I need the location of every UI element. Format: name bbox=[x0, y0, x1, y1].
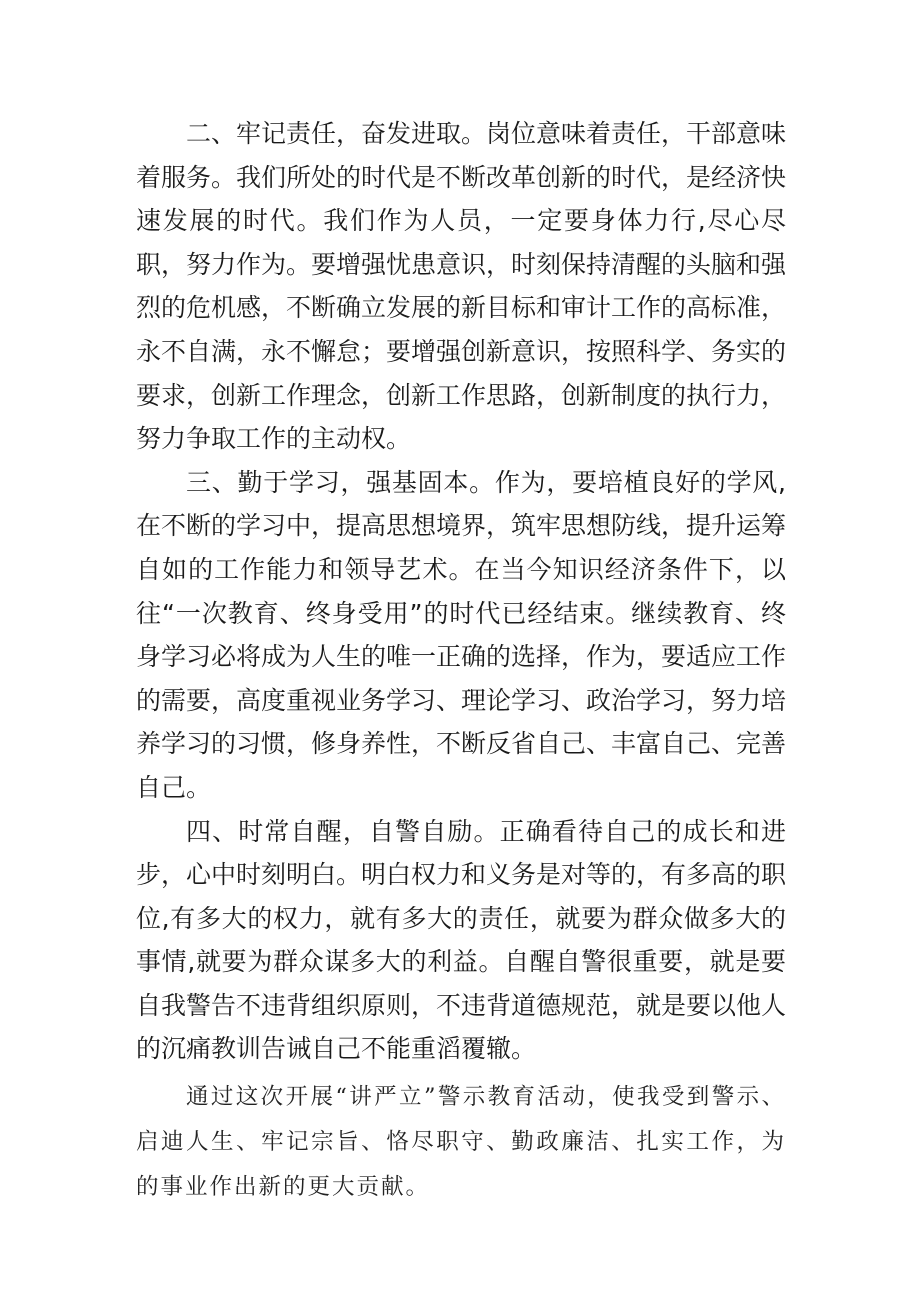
paragraph-study: 三、勤于学习，强基固本。作为，要培植良好的学风,在不断的学习中，提高思想境界，筑牢思想防线，提升运筹自如的工作能力和领导艺术。在当今知识经济条件下，以往“一次教育、终身受用”的时代已经结束。继续教育、终身学习必将成为人生的唯一正确的选择，作为，要适应工作的需要，高度重视业务学习、理论学习、政治学习，努力培养学习的习惯，修身养性，不断反省自己、丰富自己、完善自己。 bbox=[136, 467, 787, 802]
paragraph-responsibility: 二、牢记责任，奋发进取。岗位意味着责任，干部意味着服务。我们所处的时代是不断改革创新的时代，是经济快速发展的时代。我们作为人员，一定要身体力行,尽心尽职，努力作为。要增强忧患意识，时刻保持清醒的头脑和强烈的危机感，不断确立发展的新目标和审计工作的高标准，永不自满，永不懈怠；要增强创新意识，按照科学、务实的要求，创新工作理念，创新工作思路，创新制度的执行力，努力争取工作的主动权。 bbox=[136, 119, 787, 454]
paragraph-self-reflection: 四、时常自醒，自警自励。正确看待自己的成长和进步，心中时刻明白。明白权力和义务是对等的，有多高的职位,有多大的权力，就有多大的责任，就要为群众做多大的事情,就要为群众谋多大的利益。自醒自警很重要，就是要自我警告不违背组织原则，不违背道德规范，就是要以他人的沉痛教训告诫自己不能重滔覆辙。 bbox=[136, 816, 787, 1064]
document-page bbox=[136, 112, 786, 1210]
paragraph-conclusion: 通过这次开展“讲严立”警示教育活动，使我受到警示、启迪人生、牢记宗旨、恪尽职守、勤政廉洁、扎实工作，为的事业作出新的更大贡献。 bbox=[136, 1084, 786, 1201]
